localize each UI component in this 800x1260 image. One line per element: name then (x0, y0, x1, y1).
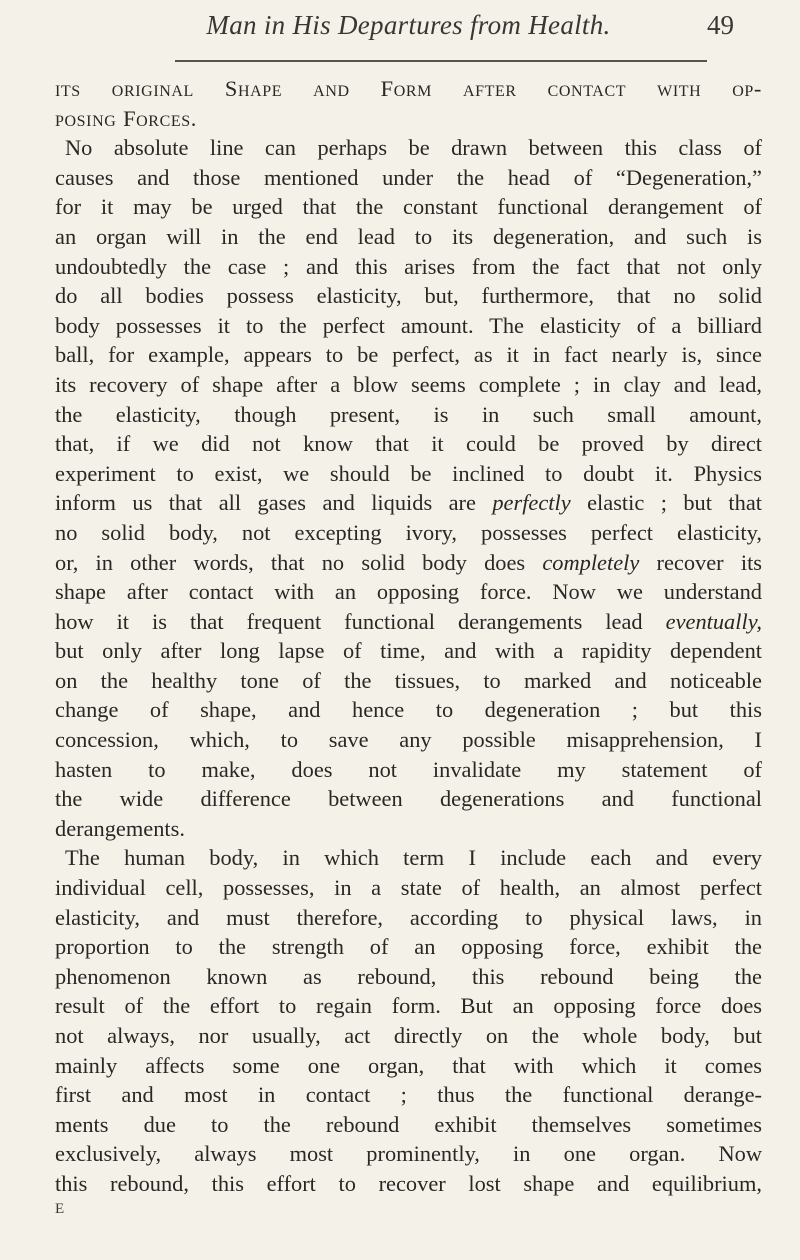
italic-phrase: completely (542, 549, 640, 575)
text-line: body possesses it to the perfect amount. The elasticity of a billiard (55, 312, 762, 338)
text-line: that, if we did not know that it could be proved by direct (55, 431, 762, 457)
text-line: do all bodies possess elasticity, but, furthermore, that no solid (55, 283, 762, 309)
text-run: elastic ; but that (570, 490, 762, 516)
text-line: change of shape, and hence to degeneration ; but this (55, 697, 762, 723)
text-line: this rebound, this effort to recover lost shape and equilibrium, (55, 1170, 762, 1196)
italic-phrase: perfectly (492, 490, 571, 516)
text-line: its original Shape and Form after contact with op- (55, 76, 762, 101)
body-text (55, 74, 762, 1199)
text-line: result of the effort to regain form. But an opposing force does (55, 993, 762, 1019)
text-run: recover its (639, 549, 762, 575)
text-line: undoubtedly the case ; and this arises from the fact that not only (55, 253, 762, 279)
text-line: no solid body, not excepting ivory, possesses perfect elasticity, (55, 519, 762, 545)
running-title: Man in His Departures from Health. (206, 10, 611, 40)
text-line (55, 548, 762, 578)
text-line (55, 488, 762, 518)
text-line: an organ will in the end lead to its degeneration, and such is (55, 223, 762, 249)
text-line: proportion to the strength of an opposing force, exhibit the (55, 934, 762, 960)
text-line: posing Forces. (55, 105, 197, 131)
text-line: experiment to exist, we should be inclined to doubt it. Physics (55, 460, 762, 486)
text-line: No absolute line can perhaps be drawn between this class of (65, 135, 762, 161)
text-line: for it may be urged that the constant functional derangement of (55, 194, 762, 220)
text-line: ments due to the rebound exhibit themselves sometimes (55, 1111, 762, 1137)
text-run: or, in other words, that no solid body does (55, 549, 543, 575)
running-head (55, 0, 762, 66)
text-line: mainly affects some one organ, that with which it comes (55, 1052, 762, 1078)
text-line: phenomenon known as rebound, this rebound being the (55, 963, 762, 989)
text-line: derangements. (55, 815, 185, 841)
text-line: hasten to make, does not invalidate my statement of (55, 756, 762, 782)
text-run: how it is that frequent functional derangements lead (55, 608, 666, 634)
text-line: The human body, in which term I include each and every (65, 845, 762, 871)
text-line: concession, which, to save any possible misapprehension, I (55, 727, 762, 753)
text-line: shape after contact with an opposing force. Now we understand (55, 579, 762, 605)
text-line (55, 607, 762, 637)
text-line: its recovery of shape after a blow seems complete ; in clay and lead, (55, 371, 762, 397)
text-run: inform us that all gases and liquids are (55, 490, 493, 516)
header-rule (175, 60, 707, 62)
text-line: on the healthy tone of the tissues, to marked and noticeable (55, 667, 762, 693)
text-line: first and most in contact ; thus the functional derange- (55, 1082, 762, 1108)
text-line: individual cell, possesses, in a state of health, an almost perfect (55, 875, 762, 901)
text-line: not always, nor usually, act directly on the whole body, but (55, 1023, 762, 1048)
text-line: the wide difference between degenerations and functional (55, 786, 762, 812)
text-line: the elasticity, though present, is in such small amount, (55, 401, 762, 427)
signature-mark: E (55, 1200, 66, 1217)
text-line: elasticity, and must therefore, according to physical laws, in (55, 904, 762, 930)
text-line: exclusively, always most prominently, in one organ. Now (55, 1141, 762, 1167)
text-line: but only after long lapse of time, and with a rapidity dependent (55, 638, 762, 664)
page-number: 49 (707, 10, 734, 40)
text-line: ball, for example, appears to be perfect, as it in fact nearly is, since (55, 342, 762, 368)
text-line: causes and those mentioned under the head of “Degeneration,” (55, 164, 762, 190)
italic-phrase: eventually, (665, 608, 762, 634)
